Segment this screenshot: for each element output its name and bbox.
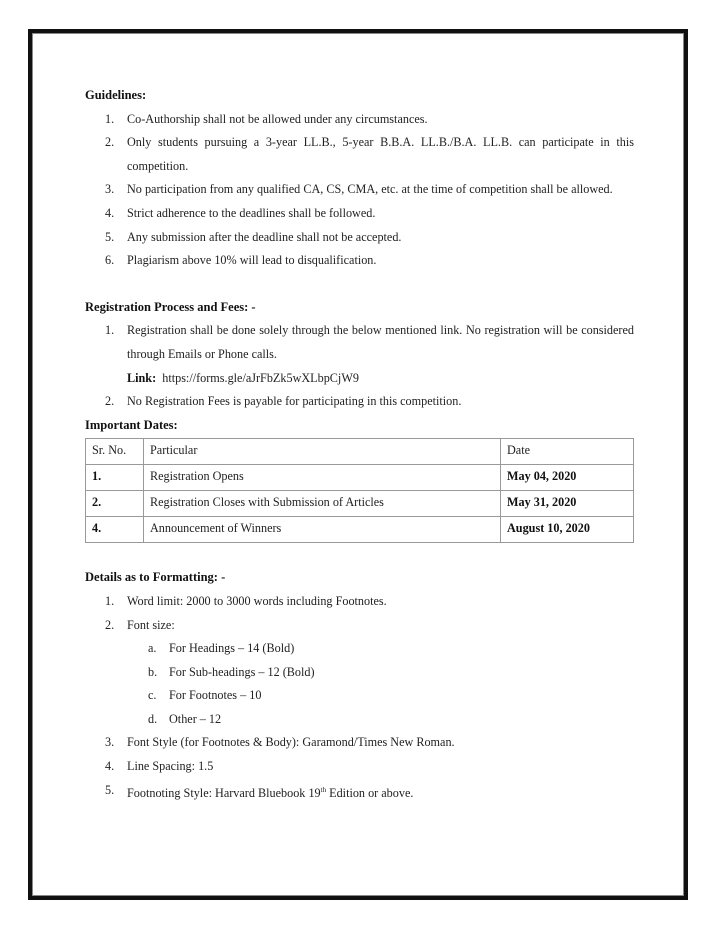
- font-size-item: d. Other – 12: [148, 711, 222, 726]
- spacer: [85, 543, 634, 566]
- guideline-item: 1. Co-Authorship shall not be allowed under any circumstances.: [105, 111, 428, 126]
- guideline-item: 2. Only students pursuing a 3-year LL.B., 5-year B.B.A. LL.B./B.A. LL.B. can participate in this competition.: [105, 135, 634, 173]
- table-row: [86, 491, 634, 517]
- registration-heading: Registration Process and Fees: -: [85, 299, 256, 314]
- font-size-list: [85, 637, 634, 731]
- column-header: Particular: [144, 439, 501, 465]
- formatting-list-cont: [85, 731, 634, 805]
- formatting-list: [85, 590, 634, 637]
- guideline-item: 6. Plagiarism above 10% will lead to disqualification.: [105, 253, 377, 268]
- guideline-item: 3. No participation from any qualified CA, CS, CMA, etc. at the time of competition shall be allowed.: [105, 182, 613, 197]
- formatting-item: 4. Line Spacing: 1.5: [105, 759, 214, 774]
- guideline-item: 4. Strict adherence to the deadlines shall be followed.: [105, 205, 376, 220]
- important-dates-table: [85, 438, 634, 543]
- sr-no-cell: 4.: [86, 517, 144, 543]
- registration-list-cont: [85, 390, 634, 414]
- table-row: [86, 465, 634, 491]
- guideline-item: 5. Any submission after the deadline shall not be accepted.: [105, 229, 402, 244]
- particular-cell: Registration Closes with Submission of Articles: [144, 491, 501, 517]
- important-dates-heading: Important Dates:: [85, 417, 178, 432]
- spacer: [85, 273, 634, 296]
- font-size-item: a. For Headings – 14 (Bold): [148, 641, 295, 656]
- particular-cell: Announcement of Winners: [144, 517, 501, 543]
- formatting-item: 3. Font Style (for Footnotes & Body): Garamond/Times New Roman.: [105, 735, 455, 750]
- document-body: [85, 84, 634, 805]
- formatting-item: 1. Word limit: 2000 to 3000 words including Footnotes.: [105, 593, 387, 608]
- sr-no-cell: 2.: [86, 491, 144, 517]
- font-size-item: c. For Footnotes – 10: [148, 688, 262, 703]
- date-cell: May 31, 2020: [501, 491, 634, 517]
- date-cell: August 10, 2020: [501, 517, 634, 543]
- font-size-item: b. For Sub-headings – 12 (Bold): [148, 664, 315, 679]
- date-cell: May 04, 2020: [501, 465, 634, 491]
- registration-list: [85, 319, 634, 366]
- column-header: Date: [501, 439, 634, 465]
- registration-link-line: [85, 367, 634, 391]
- link-label: Link:: [127, 370, 157, 385]
- registration-link[interactable]: https://forms.gle/aJrFbZk5wXLbpCjW9: [162, 370, 359, 385]
- formatting-item: 5. Footnoting Style: Harvard Bluebook 19th Edition or above.: [105, 782, 414, 800]
- formatting-heading: Details as to Formatting: -: [85, 570, 226, 585]
- registration-item: 1. Registration shall be done solely through the below mentioned link. No registration will be considered through Emails or Phone calls.: [105, 323, 634, 361]
- table-header-row: [86, 439, 634, 465]
- column-header: Sr. No.: [86, 439, 144, 465]
- guidelines-heading: Guidelines:: [85, 88, 147, 102]
- formatting-item: 2. Font size:: [105, 617, 175, 632]
- guidelines-list: [85, 108, 634, 273]
- registration-item: 2. No Registration Fees is payable for participating in this competition.: [105, 394, 462, 409]
- particular-cell: Registration Opens: [144, 465, 501, 491]
- sr-no-cell: 1.: [86, 465, 144, 491]
- table-row: [86, 517, 634, 543]
